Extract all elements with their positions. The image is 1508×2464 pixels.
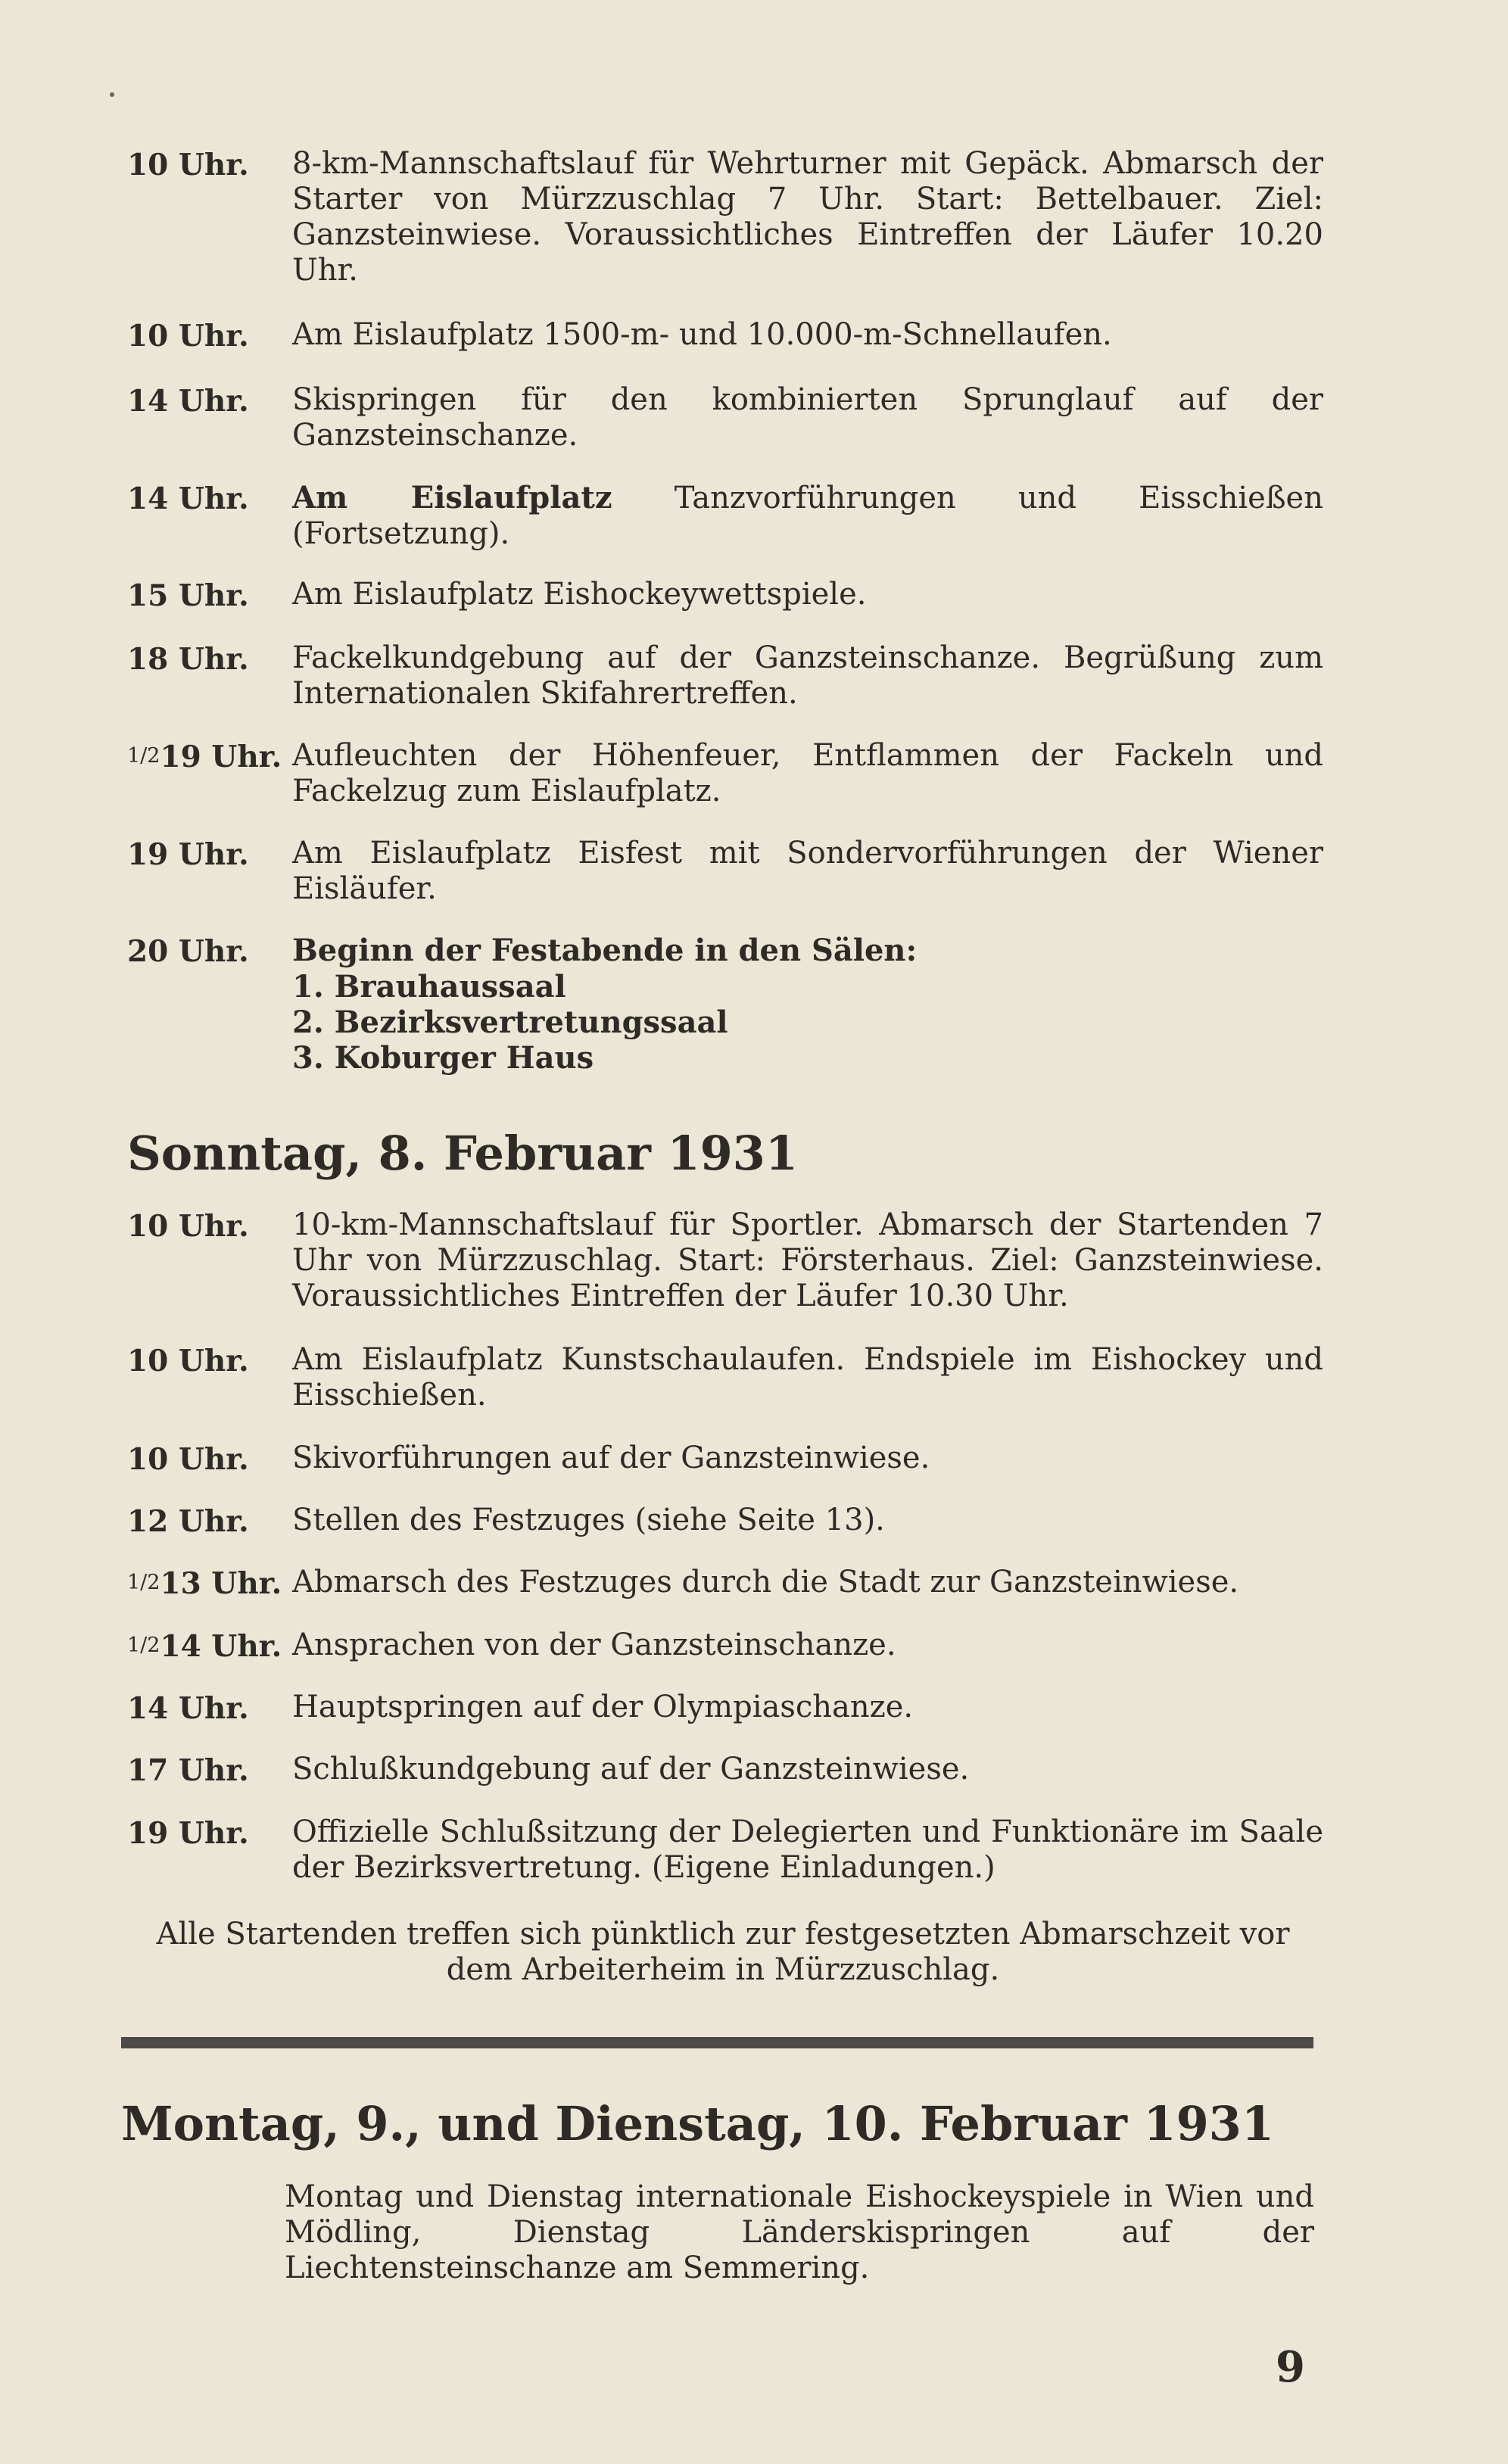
entry-time: 12 Uhr. [127, 1504, 249, 1539]
entry-time: 1/219 Uhr. [127, 740, 282, 774]
entry-description: 10-km-Mannschaftslauf für Sportler. Abmarsch der Startenden 7 Uhr von Mürzzuschlag. Start: Försterhaus. Ziel: Ganzsteinwiese. Voraussichtliches Eintreffen der Läufer 10.30 Uhr. [292, 1207, 1323, 1313]
schedule-entry [127, 1342, 1323, 1413]
schedule-entry [127, 640, 1323, 712]
entry-time: 15 Uhr. [127, 578, 249, 613]
entry-bold-lead: Am Eislaufplatz [292, 480, 612, 516]
entry-time: 1/213 Uhr. [127, 1566, 282, 1601]
entry-description: Am Eislaufplatz Kunstschaulaufen. Endspiele im Eishockey und Eisschießen. [292, 1342, 1323, 1413]
entry-description: Abmarsch des Festzuges durch die Stadt zur Ganzsteinwiese. [292, 1565, 1239, 1600]
entry-description: Offizielle Schlußsitzung der Delegierten und Funktionäre im Saale der Bezirksvertretung. (Eigene Einladungen.) [292, 1815, 1323, 1885]
section-divider [121, 2037, 1313, 2048]
entry-description: Am Eislaufplatz 1500-m- und 10.000-m-Schnellaufen. [292, 317, 1112, 352]
schedule-entry [127, 577, 1323, 612]
entry-time: 14 Uhr. [127, 481, 249, 516]
section-heading-sunday: Sonntag, 8. Februar 1931 [127, 1126, 799, 1181]
print-speck [110, 92, 114, 97]
entry-time: 14 Uhr. [127, 1691, 249, 1726]
page-number: 9 [1276, 2342, 1305, 2392]
entry-time: 14 Uhr. [127, 384, 249, 419]
section-heading-monday-tuesday: Montag, 9., und Dienstag, 10. Februar 1931 [121, 2096, 1275, 2151]
schedule-entry [127, 933, 1323, 1076]
entry-time: 10 Uhr. [127, 319, 249, 354]
venue-list [292, 969, 1323, 1076]
entry-description: Skispringen für den kombinierten Sprunglauf auf der Ganzsteinschanze. [292, 382, 1323, 453]
schedule-entry [127, 1690, 1323, 1725]
entry-time: 17 Uhr. [127, 1753, 249, 1788]
entry-description [292, 480, 1323, 552]
entry-time: 10 Uhr. [127, 1442, 249, 1477]
venue-item: 1. Brauhaussaal [292, 969, 566, 1005]
entry-description: Ansprachen von der Ganzsteinschanze. [292, 1628, 896, 1662]
entry-description: Am Eislaufplatz Eisfest mit Sondervorführungen der Wiener Eisläufer. [292, 836, 1323, 906]
entry-description: 8-km-Mannschaftslauf für Wehrturner mit Gepäck. Abmarsch der Starter von Mürzzuschlag 7 Uhr. Start: Bettelbauer. Ziel: Ganzsteinwiese. Voraussichtliches Eintreffen der Läufer 10.20 Uhr. [292, 146, 1323, 288]
entry-time: 19 Uhr. [127, 1816, 249, 1851]
entry-time: 20 Uhr. [127, 934, 249, 969]
entry-description: Stellen des Festzuges (siehe Seite 13). [292, 1503, 885, 1537]
entry-description: Skivorführungen auf der Ganzsteinwiese. [292, 1441, 930, 1475]
schedule-entry [127, 382, 1323, 453]
entry-description: Aufleuchten der Höhenfeuer, Entflammen der Fackeln und Fackelzug zum Eislaufplatz. [292, 738, 1323, 808]
schedule-entry [127, 1628, 1323, 1663]
entry-time: 1/214 Uhr. [127, 1629, 282, 1664]
schedule-entry [127, 1752, 1323, 1787]
schedule-entry [127, 836, 1323, 907]
venue-item: 2. Bezirksvertretungssaal [292, 1005, 728, 1040]
entry-description [292, 933, 1323, 1076]
venue-item: 3. Koburger Haus [292, 1040, 594, 1076]
schedule-entry [127, 317, 1323, 353]
schedule-entry [127, 146, 1323, 288]
starters-note: Alle Startenden treffen sich pünktlich zur festgesetzten Abmarschzeit vor dem Arbeiterheim in Mürzzuschlag. [156, 1917, 1290, 1987]
entry-description: Am Eislaufplatz Eishockeywettspiele. [292, 577, 867, 612]
entry-time: 10 Uhr. [127, 1344, 249, 1378]
entry-time: 18 Uhr. [127, 642, 249, 677]
entry-description: Hauptspringen auf der Olympiaschanze. [292, 1690, 914, 1724]
schedule-entry [127, 738, 1323, 809]
schedule-entry [127, 480, 1323, 552]
monday-tuesday-text: Montag und Dienstag internationale Eishockeyspiele in Wien und Mödling, Dienstag Länderskispringen auf der Liechtensteinschanze am Semmering. [285, 2179, 1314, 2285]
schedule-entry [127, 1441, 1323, 1476]
schedule-entry [127, 1503, 1323, 1538]
entry-description: Schlußkundgebung auf der Ganzsteinwiese. [292, 1752, 970, 1786]
schedule-entry [127, 1565, 1323, 1600]
schedule-entry [127, 1815, 1323, 1886]
entry-time: 10 Uhr. [127, 148, 249, 182]
entry-time: 19 Uhr. [127, 837, 249, 872]
entry-time: 10 Uhr. [127, 1209, 249, 1244]
schedule-entry [127, 1207, 1323, 1314]
entry-description: Fackelkundgebung auf der Ganzsteinschanze. Begrüßung zum Internationalen Skifahrertreffen. [292, 640, 1323, 711]
entry-bold-lead: Beginn der Festabende in den Sälen: [292, 933, 918, 968]
entry-text: Tanzvorführungen und Eisschießen (Fortsetzung). [292, 481, 1323, 551]
